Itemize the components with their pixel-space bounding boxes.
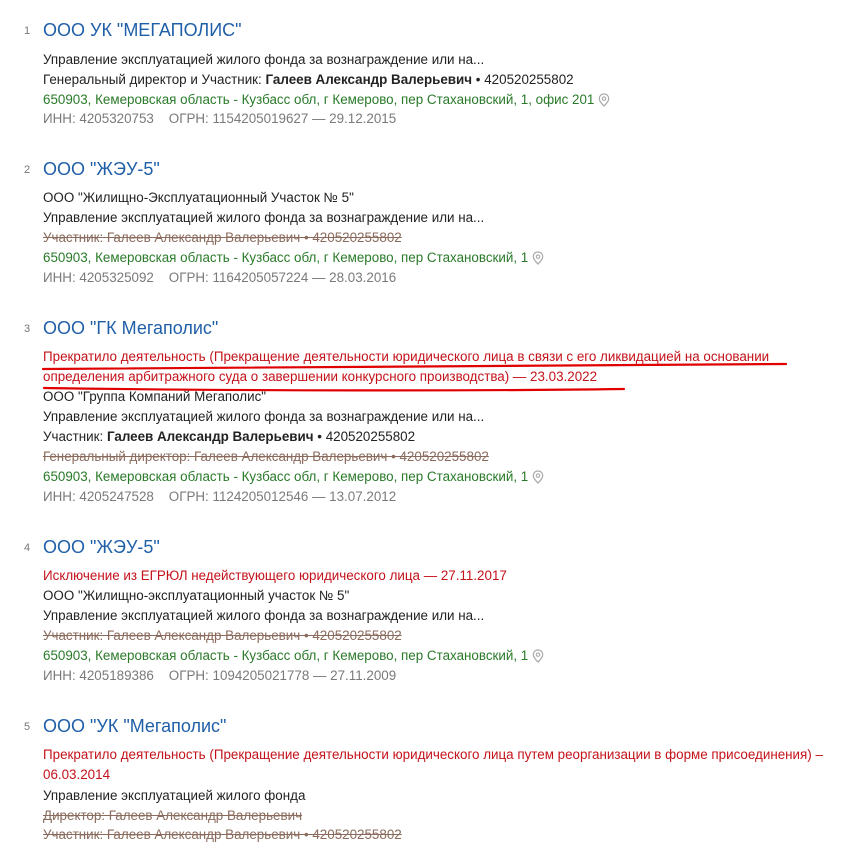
person-inn: 420520255802 (484, 72, 574, 87)
role-label: Генеральный директор и Участник: (43, 72, 262, 87)
inn-text: ИНН: 4205247528 (43, 489, 154, 504)
address-text: 650903, Кемеровская область - Кузбасс обл, г Кемерово, пер Стахановский, 1 (43, 648, 529, 663)
separator: • (317, 429, 322, 444)
person-line (43, 427, 415, 447)
activity-text: Управление эксплуатацией жилого фонда за вознаграждение или на... (43, 210, 485, 225)
address-text: 650903, Кемеровская область - Кузбасс обл, г Кемерово, пер Стахановский, 1 (43, 250, 529, 265)
former-role-line: Участник: Галеев Александр Валерьевич • 420520255802 (43, 827, 402, 842)
inn-text: ИНН: 4205189386 (43, 668, 154, 683)
result-number: 4 (24, 542, 31, 554)
map-pin-icon[interactable] (532, 470, 544, 484)
status-text: Прекратило деятельность (Прекращение деятельности юридического лица в связи с его ликвидацией на основании (43, 349, 770, 364)
ogrn-text: ОГРН: 1154205019627 — 29.12.2015 (168, 111, 397, 126)
address-line (43, 646, 544, 666)
result-number: 1 (24, 25, 31, 37)
registry-line (43, 666, 396, 686)
activity-text: Управление эксплуатацией жилого фонда (43, 788, 306, 803)
address-line (43, 248, 544, 268)
inn-text: ИНН: 4205325092 (43, 270, 154, 285)
ogrn-text: ОГРН: 1094205021778 — 27.11.2009 (168, 668, 397, 683)
full-name-text: ООО "Жилищно-эксплуатационный участок № 5" (43, 588, 350, 603)
ogrn-text: ОГРН: 1124205012546 — 13.07.2012 (168, 489, 397, 504)
former-role-line: Директор: Галеев Александр Валерьевич (43, 808, 303, 823)
former-role-line: Участник: Галеев Александр Валерьевич • 420520255802 (43, 628, 402, 643)
status-text-continued: 06.03.2014 (43, 767, 111, 782)
map-pin-icon[interactable] (598, 93, 610, 107)
full-name-text: ООО "Жилищно-Эксплуатационный Участок № 5" (43, 190, 354, 205)
company-title-link[interactable]: ООО "ЖЭУ-5" (43, 537, 160, 557)
company-title-link[interactable]: ООО "УК "Мегаполис" (43, 716, 227, 736)
result-number: 3 (24, 323, 31, 335)
result-number: 2 (24, 164, 31, 176)
person-line (43, 70, 574, 90)
company-title-link[interactable]: ООО "ГК Мегаполис" (43, 318, 219, 338)
person-name-link[interactable]: Галеев Александр Валерьевич (265, 72, 473, 87)
registry-line (43, 487, 396, 507)
result-number: 5 (24, 721, 31, 733)
registry-line (43, 109, 396, 129)
full-name-text: ООО "Группа Компаний Мегаполис" (43, 389, 267, 404)
address-line (43, 467, 544, 487)
activity-text: Управление эксплуатацией жилого фонда за вознаграждение или на... (43, 52, 485, 67)
activity-text: Управление эксплуатацией жилого фонда за вознаграждение или на... (43, 608, 485, 623)
status-text-continued: определения арбитражного суда о завершении конкурсного производства) — 23.03.2022 (43, 369, 598, 384)
map-pin-icon[interactable] (532, 251, 544, 265)
former-role-line: Участник: Галеев Александр Валерьевич • 420520255802 (43, 230, 402, 245)
address-line (43, 90, 610, 110)
status-text: Исключение из ЕГРЮЛ недействующего юридического лица — 27.11.2017 (43, 568, 507, 583)
registry-line (43, 268, 396, 288)
separator: • (475, 72, 481, 87)
role-label: Участник: (43, 429, 104, 444)
person-name-link[interactable]: Галеев Александр Валерьевич (106, 429, 314, 444)
address-text: 650903, Кемеровская область - Кузбасс обл, г Кемерово, пер Стахановский, 1 (43, 469, 529, 484)
inn-text: ИНН: 4205320753 (43, 111, 154, 126)
company-title-link[interactable]: ООО УК "МЕГАПОЛИС" (43, 20, 242, 40)
ogrn-text: ОГРН: 1164205057224 — 28.03.2016 (168, 270, 397, 285)
status-text: Прекратило деятельность (Прекращение деятельности юридического лица путем реорганизации в форме присоединения) – (43, 747, 823, 762)
address-text: 650903, Кемеровская область - Кузбасс обл, г Кемерово, пер Стахановский, 1, офис 201 (43, 92, 595, 107)
activity-text: Управление эксплуатацией жилого фонда за вознаграждение или на... (43, 409, 485, 424)
company-title-link[interactable]: ООО "ЖЭУ-5" (43, 159, 160, 179)
person-inn: 420520255802 (325, 429, 416, 444)
map-pin-icon[interactable] (532, 649, 544, 663)
former-role-line: Генеральный директор: Галеев Александр Валерьевич • 420520255802 (43, 449, 489, 464)
